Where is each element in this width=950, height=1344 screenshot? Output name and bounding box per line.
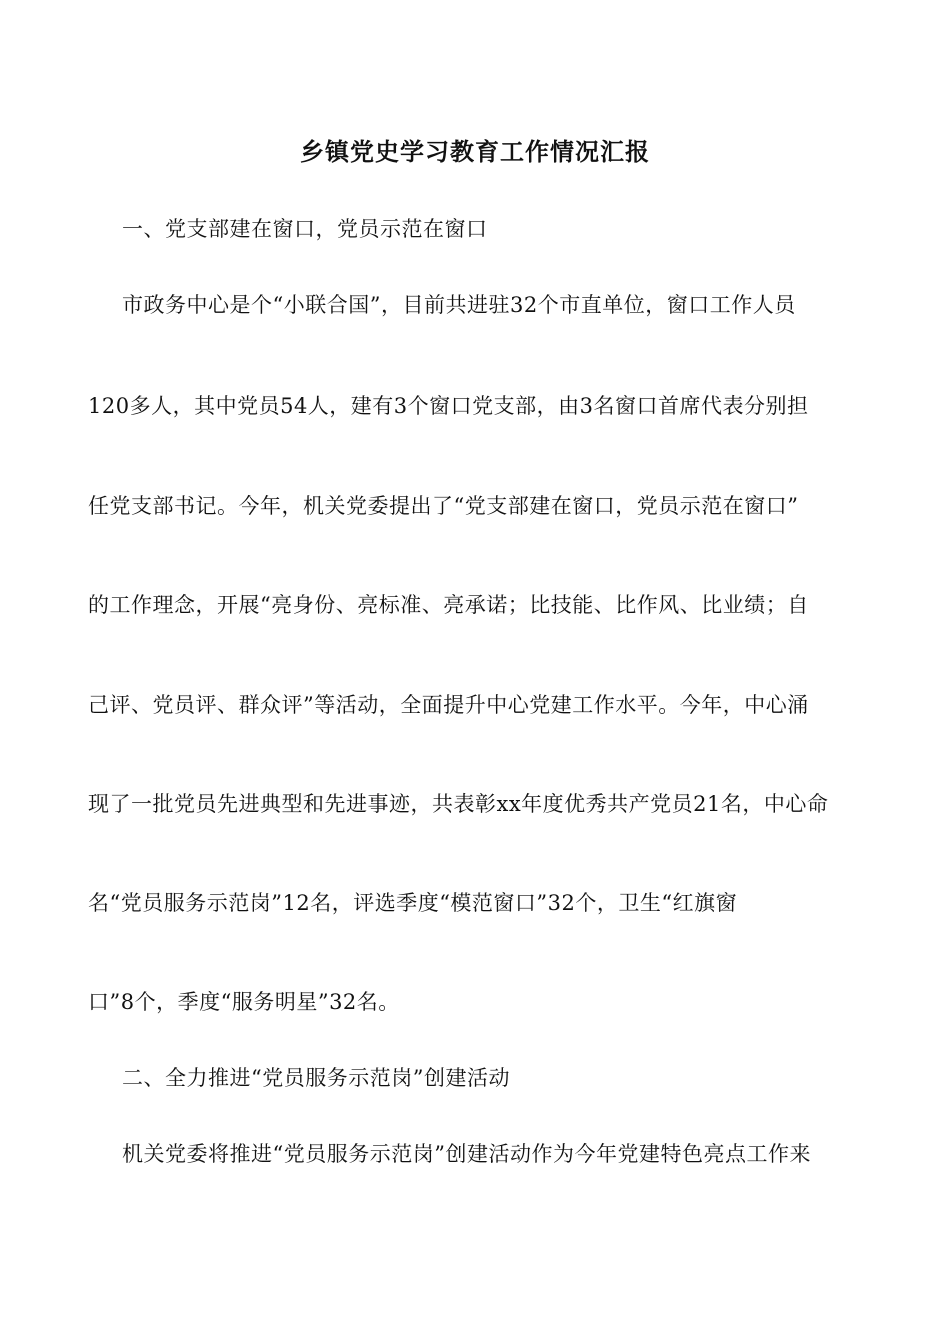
paragraph-1-line-7: 名“党员服务示范岗”12名，评选季度“模范窗口”32个，卫生“红旗窗 bbox=[88, 891, 738, 915]
paragraph-1-line-5: 己评、党员评、群众评”等活动，全面提升中心党建工作水平。今年，中心涌 bbox=[88, 693, 809, 717]
paragraph-1-line-1: 市政务中心是个“小联合国”，目前共进驻32个市直单位，窗口工作人员 bbox=[122, 293, 796, 317]
paragraph-1-line-4: 的工作理念，开展“亮身份、亮标准、亮承诺；比技能、比作风、比业绩；自 bbox=[88, 593, 809, 617]
section-heading-2: 二、全力推进“党员服务示范岗”创建活动 bbox=[122, 1066, 510, 1090]
paragraph-1-line-6: 现了一批党员先进典型和先进事迹，共表彰xx年度优秀共产党员21名，中心命 bbox=[88, 792, 829, 816]
paragraph-1-line-8: 口”8个，季度“服务明星”32名。 bbox=[88, 990, 400, 1014]
paragraph-2-line-1: 机关党委将推进“党员服务示范岗”创建活动作为今年党建特色亮点工作来 bbox=[122, 1142, 811, 1166]
document-title: 乡镇党史学习教育工作情况汇报 bbox=[300, 137, 650, 166]
paragraph-1-line-2: 120多人，其中党员54人，建有3个窗口党支部，由3名窗口首席代表分别担 bbox=[88, 394, 809, 418]
paragraph-1-line-3: 任党支部书记。今年，机关党委提出了“党支部建在窗口，党员示范在窗口” bbox=[88, 494, 799, 518]
section-heading-1: 一、党支部建在窗口，党员示范在窗口 bbox=[122, 217, 488, 241]
